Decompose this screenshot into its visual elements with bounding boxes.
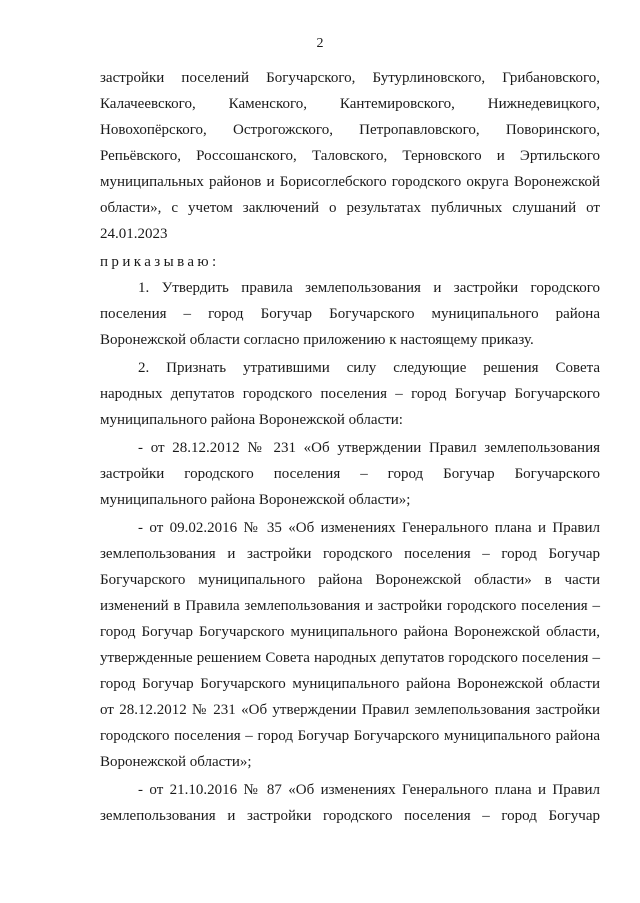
text-line: народных депутатов городского поселения – город Богучар Богучарского <box>100 386 600 402</box>
text-line: изменений в Правила землепользования и застройки городского поселения – <box>100 598 600 614</box>
text-line: области», с учетом заключений о результатах публичных слушаний от <box>100 200 600 216</box>
text-line: муниципального района Воронежской области»; <box>100 492 411 508</box>
text-line: Новохопёрского, Острогожского, Петропавловского, Поворинского, <box>100 122 600 138</box>
text-line: землепользования и застройки городского поселения – город Богучар <box>100 546 600 562</box>
text-line: землепользования и застройки городского поселения – город Богучар <box>100 808 600 824</box>
text-line: муниципального района Воронежской области: <box>100 412 403 428</box>
text-line: город Богучар Богучарского муниципального района Воронежской области <box>100 676 600 692</box>
text-line: Воронежской области согласно приложению к настоящему приказу. <box>100 332 534 348</box>
text-line: город Богучар Богучарского муниципального района Воронежской области, <box>100 624 600 640</box>
text-line: 2. Признать утратившими силу следующие решения Совета <box>138 360 600 376</box>
text-line: поселения – город Богучар Богучарского муниципального района <box>100 306 600 322</box>
text-line: - от 09.02.2016 № 35 «Об изменениях Генерального плана и Правил <box>138 520 600 536</box>
text-line: 24.01.2023 <box>100 226 168 242</box>
text-line: Богучарского муниципального района Воронежской области» в части <box>100 572 600 588</box>
text-line: 1. Утвердить правила землепользования и застройки городского <box>138 280 600 296</box>
text-line: городского поселения – город Богучар Богучарского муниципального района <box>100 728 600 744</box>
text-line: - от 21.10.2016 № 87 «Об изменениях Генерального плана и Правил <box>138 782 600 798</box>
text-line: застройки городского поселения – город Богучар Богучарского <box>100 466 600 482</box>
text-line: приказываю: <box>100 254 220 270</box>
text-line: Калачеевского, Каменского, Кантемировского, Нижнедевицкого, <box>100 96 600 112</box>
text-line: Репьёвского, Россошанского, Таловского, Терновского и Эртильского <box>100 148 600 164</box>
text-line: - от 28.12.2012 № 231 «Об утверждении Правил землепользования <box>138 440 600 456</box>
page-number: 2 <box>316 36 324 51</box>
text-line: застройки поселений Богучарского, Бутурлиновского, Грибановского, <box>100 70 600 86</box>
text-line: от 28.12.2012 № 231 «Об утверждении Правил землепользования застройки <box>100 702 600 718</box>
text-line: Воронежской области»; <box>100 754 252 770</box>
text-line: муниципальных районов и Борисоглебского городского округа Воронежской <box>100 174 600 190</box>
text-line: утвержденные решением Совета народных депутатов городского поселения – <box>100 650 600 666</box>
